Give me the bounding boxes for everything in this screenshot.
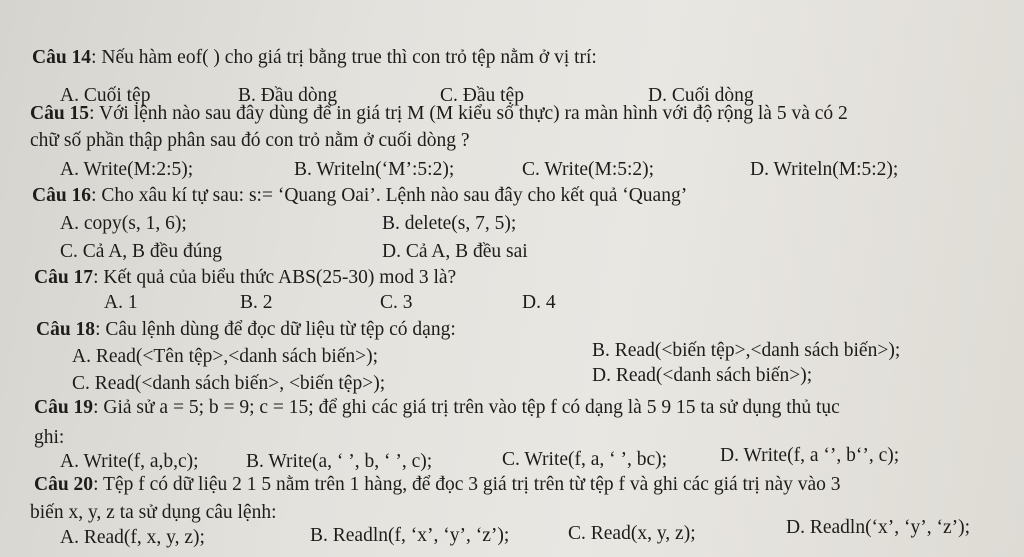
q18-option-a: A. Read(<Tên tệp>,<danh sách biến>); [72,346,379,367]
question-14-label: Câu 14 [32,47,92,68]
q15-option-d: D. Writeln(M:5:2); [750,159,899,180]
question-16-text: : Cho xâu kí tự sau: s:= ‘Quang Oai’. Lệnh nào sau đây cho kết quả ‘Quang’ [91,185,688,206]
question-15 [30,104,848,124]
question-19-label: Câu 19 [34,397,94,418]
q19-option-b: B. Write(a, ‘ ’, b, ‘ ’, c); [246,451,433,472]
q17-option-b: B. 2 [240,292,273,313]
question-20 [34,475,841,495]
q16-option-a: A. copy(s, 1, 6); [60,213,187,234]
question-14-text: : Nếu hàm eof( ) cho giá trị bằng true thì con trỏ tệp nằm ở vị trí: [91,47,597,68]
question-20-label: Câu 20 [34,474,94,495]
question-17-label: Câu 17 [34,267,94,288]
question-19-text-line2: ghi: [34,427,65,448]
q16-option-c: C. Cả A, B đều đúng [60,241,222,262]
question-20-text-line2: biến x, y, z ta sử dụng câu lệnh: [30,502,277,523]
question-15-text-line2: chữ số phần thập phân sau đó con trỏ nằm ở cuối dòng ? [30,130,470,151]
q15-option-a: A. Write(M:2:5); [60,159,194,180]
q15-option-c: C. Write(M:5:2); [522,159,655,180]
q14-option-d: D. Cuối dòng [648,85,754,106]
q19-option-c: C. Write(f, a, ‘ ’, bc); [502,449,668,470]
question-19 [34,398,840,418]
question-18 [36,320,456,340]
question-17 [34,268,456,288]
question-15-text-line1: : Với lệnh nào sau đây dùng để in giá trị M (M kiểu số thực) ra màn hình với độ rộng là 5 và có 2 [89,103,848,124]
question-15-label: Câu 15 [30,103,90,124]
q17-option-c: C. 3 [380,292,413,313]
question-18-label: Câu 18 [36,319,96,340]
question-16-label: Câu 16 [32,185,92,206]
q20-option-c: C. Read(x, y, z); [568,523,696,544]
q17-option-d: D. 4 [522,292,556,313]
q19-option-d: D. Write(f, a ‘’, b‘’, c); [720,445,900,466]
q16-option-d: D. Cả A, B đều sai [382,241,528,262]
question-17-text: : Kết quả của biểu thức ABS(25-30) mod 3 là? [93,267,457,288]
q18-option-d: D. Read(<danh sách biến>); [592,365,813,386]
q14-option-b: B. Đầu dòng [238,85,338,106]
question-19-text-line1: : Giả sử a = 5; b = 9; c = 15; để ghi các giá trị trên vào tệp f có dạng là 5 9 15 ta sử dụng thủ tục [93,397,840,418]
q20-option-b: B. Readln(f, ‘x’, ‘y’, ‘z’); [310,525,510,546]
question-16 [32,186,687,206]
question-14 [32,48,597,68]
q18-option-b: B. Read(<biến tệp>,<danh sách biến>); [592,340,901,361]
q19-option-a: A. Write(f, a,b,c); [60,451,199,472]
q20-option-a: A. Read(f, x, y, z); [60,527,205,548]
question-20-text-line1: : Tệp f có dữ liệu 2 1 5 nằm trên 1 hàng, để đọc 3 giá trị trên từ tệp f và ghi các giá trị này vào 3 [93,474,841,495]
q17-option-a: A. 1 [104,292,138,313]
q20-option-d: D. Readln(‘x’, ‘y’, ‘z’); [786,517,971,538]
q16-option-b: B. delete(s, 7, 5); [382,213,517,234]
q18-option-c: C. Read(<danh sách biến>, <biến tệp>); [72,373,386,394]
q14-option-c: C. Đầu tệp [440,85,524,106]
q14-option-a: A. Cuối tệp [60,85,151,106]
question-18-text: : Câu lệnh dùng để đọc dữ liệu từ tệp có dạng: [95,319,456,340]
q15-option-b: B. Writeln(‘M’:5:2); [294,159,455,180]
